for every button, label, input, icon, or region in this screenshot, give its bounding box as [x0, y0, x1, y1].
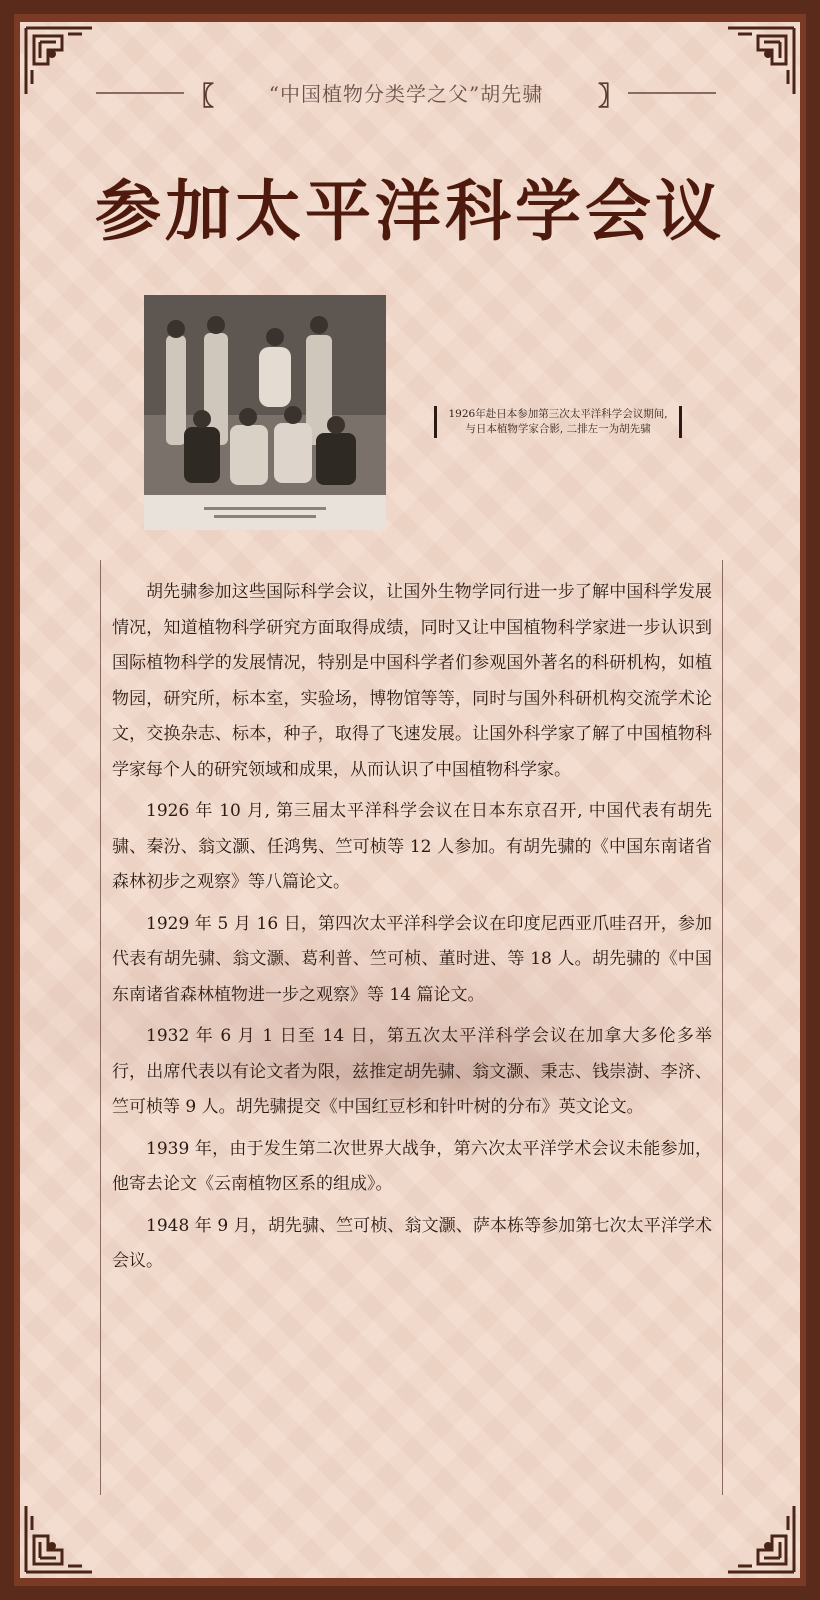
paragraph-1: 胡先骕参加这些国际科学会议，让国外生物学同行进一步了解中国科学发展情况，知道植物科学研究方面取得成绩，同时又让中国植物科学家进一步认识到国际植物科学的发展情况，特别是中国科学者们参观国外著名的科研机构，如植物园，研究所，标本室，实验场，博物馆等等，同时与国外科研机构交流学术论文，交换杂志、标本，种子，取得了飞速发展。让国外科学家了解了中国植物科学家每个人的研究领域和成果，从而认识了中国植物科学家。 — [112, 582, 712, 780]
text-rule-right — [722, 560, 723, 1495]
subtitle-bracket-right: 〗 — [597, 82, 624, 112]
subtitle-divider-left — [96, 92, 184, 94]
corner-ornament-bottom-left-icon — [22, 1502, 96, 1576]
caption-text — [440, 407, 676, 437]
caption-line-1: 1926年赴日本参加第三次太平洋科学会议期间, — [448, 408, 668, 420]
caption-bar-right — [679, 406, 682, 438]
corner-ornament-top-right-icon — [724, 24, 798, 98]
corner-ornament-top-left-icon — [22, 24, 96, 98]
corner-ornament-bottom-right-icon — [724, 1502, 798, 1576]
subtitle-divider-right — [628, 92, 716, 94]
historical-group-photo — [144, 295, 386, 530]
article-body — [112, 575, 712, 1280]
paragraph-2: 1926 年 10 月, 第三届太平洋科学会议在日本东京召开, 中国代表有胡先骕、秦汾、翁文灏、任鸿隽、竺可桢等 12 人参加。有胡先骕的《中国东南诸省森林初步之观察》等八篇论文。 — [112, 801, 712, 892]
text-rule-left — [100, 560, 101, 1495]
photo-caption — [434, 406, 682, 438]
subtitle-row — [96, 74, 716, 110]
caption-bar-left — [434, 406, 437, 438]
paragraph-4: 1932 年 6 月 1 日至 14 日，第五次太平洋科学会议在加拿大多伦多举行，出席代表以有论文者为限，兹推定胡先骕、翁文灏、秉志、钱崇澍、李济、竺可桢等 9 人。胡先骕提交《中国红豆杉和针叶树的分布》英文论文。 — [112, 1026, 712, 1117]
page-title: 参加太平洋科学会议 — [95, 172, 725, 250]
caption-line-2: 与日本植物学家合影, 二排左一为胡先骕 — [465, 423, 651, 435]
subtitle-bracket-left: 〖 — [188, 82, 215, 112]
paragraph-3: 1929 年 5 月 16 日，第四次太平洋科学会议在印度尼西亚爪哇召开，参加代表有胡先骕、翁文灏、葛利普、竺可桢、董时进、等 18 人。胡先骕的《中国东南诸省森林植物进一步之观察》等 14 篇论文。 — [112, 913, 712, 1005]
subtitle: “中国植物分类学之父”胡先骕 — [268, 82, 544, 106]
paragraph-6: 1948 年 9 月，胡先骕、竺可桢、翁文灏、萨本栋等参加第七次太平洋学术会议。 — [112, 1215, 712, 1271]
paragraph-5: 1939 年，由于发生第二次世界大战争，第六次太平洋学术会议未能参加，他寄去论文《云南植物区系的组成》。 — [112, 1138, 712, 1194]
